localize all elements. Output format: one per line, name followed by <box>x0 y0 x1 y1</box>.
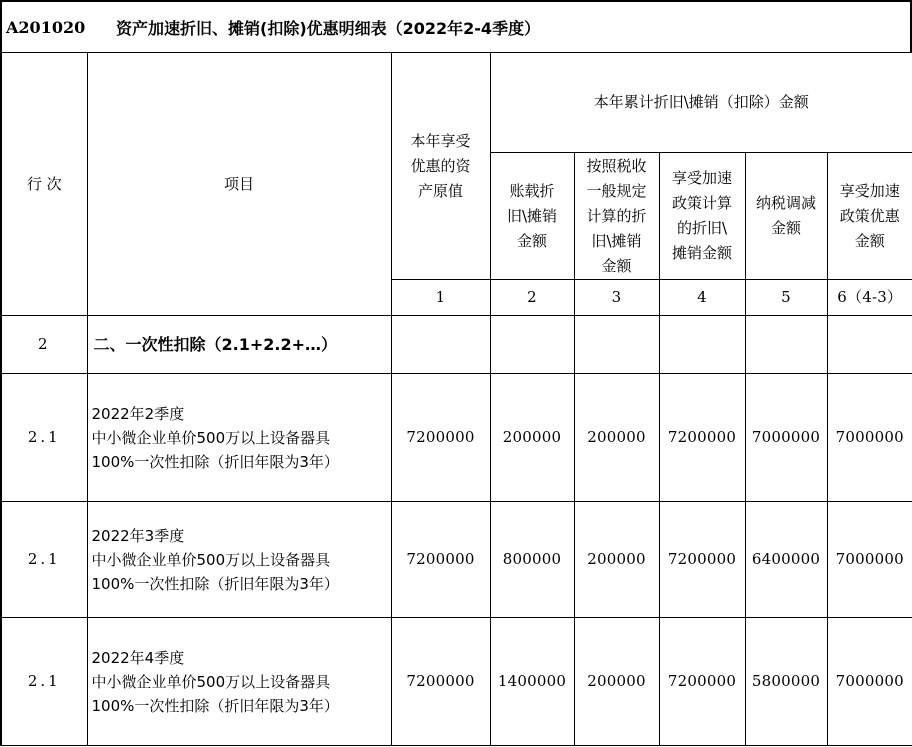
value-cell[interactable]: 7200000 <box>659 502 745 618</box>
section-cell[interactable] <box>391 316 490 374</box>
section-row <box>1 316 912 374</box>
header-col-book-depreciation: 账载折 旧\摊销 金额 <box>490 153 574 280</box>
value-cell[interactable]: 200000 <box>490 374 574 502</box>
value-cell[interactable]: 1400000 <box>490 618 574 746</box>
value-cell[interactable]: 6400000 <box>745 502 827 618</box>
value-cell[interactable]: 200000 <box>574 374 659 502</box>
col-number-4: 4 <box>659 280 745 316</box>
col-number-2: 2 <box>490 280 574 316</box>
value-cell[interactable]: 7200000 <box>391 502 490 618</box>
section-cell[interactable] <box>745 316 827 374</box>
form-code: A201020 <box>6 17 86 37</box>
section-cell[interactable] <box>490 316 574 374</box>
col-number-5: 5 <box>745 280 827 316</box>
header-group-amount: 本年累计折旧\摊销（扣除）金额 <box>490 53 912 153</box>
value-cell[interactable]: 7000000 <box>827 374 912 502</box>
section-row-no[interactable]: 2 <box>1 316 87 374</box>
header-original-value: 本年享受 优惠的资 产原值 <box>391 53 490 280</box>
item-cell[interactable]: 2022年4季度 中小微企业单价500万以上设备器具 100%一次性扣除（折旧年限为3年） <box>87 618 391 746</box>
table-title-bar <box>0 0 912 52</box>
col-number-6: 6（4-3） <box>827 280 912 316</box>
row-no-cell[interactable]: 2.1 <box>1 374 87 502</box>
header-col-tax-reduction: 纳税调减 金额 <box>745 153 827 280</box>
col-number-1: 1 <box>391 280 490 316</box>
table-row <box>1 374 912 502</box>
value-cell[interactable]: 200000 <box>574 502 659 618</box>
value-cell[interactable]: 7200000 <box>659 374 745 502</box>
section-cell[interactable] <box>574 316 659 374</box>
value-cell[interactable]: 7000000 <box>745 374 827 502</box>
header-col-preferential-amount: 享受加速 政策优惠 金额 <box>827 153 912 280</box>
item-cell[interactable]: 2022年2季度 中小微企业单价500万以上设备器具 100%一次性扣除（折旧年限为3年） <box>87 374 391 502</box>
value-cell[interactable]: 800000 <box>490 502 574 618</box>
value-cell[interactable]: 5800000 <box>745 618 827 746</box>
row-no-cell[interactable]: 2.1 <box>1 618 87 746</box>
table-row <box>1 618 912 746</box>
value-cell[interactable]: 7000000 <box>827 502 912 618</box>
header-row-no: 行 次 <box>1 53 87 316</box>
header-col-accelerated-depreciation: 享受加速 政策计算 的折旧\ 摊销金额 <box>659 153 745 280</box>
header-item: 项目 <box>87 53 391 316</box>
section-cell[interactable] <box>827 316 912 374</box>
item-cell[interactable]: 2022年3季度 中小微企业单价500万以上设备器具 100%一次性扣除（折旧年限为3年） <box>87 502 391 618</box>
value-cell[interactable]: 7200000 <box>391 374 490 502</box>
value-cell[interactable]: 7200000 <box>659 618 745 746</box>
value-cell[interactable]: 7000000 <box>827 618 912 746</box>
value-cell[interactable]: 200000 <box>574 618 659 746</box>
col-number-3: 3 <box>574 280 659 316</box>
section-cell[interactable] <box>659 316 745 374</box>
section-label[interactable]: 二、一次性扣除（2.1+2.2+…） <box>87 316 391 374</box>
detail-table <box>0 52 912 746</box>
header-col-general-tax-depreciation: 按照税收 一般规定 计算的折 旧\摊销 金额 <box>574 153 659 280</box>
row-no-cell[interactable]: 2.1 <box>1 502 87 618</box>
table-row <box>1 502 912 618</box>
value-cell[interactable]: 7200000 <box>391 618 490 746</box>
form-title: 资产加速折旧、摊销(扣除)优惠明细表（2022年2-4季度） <box>116 18 541 38</box>
